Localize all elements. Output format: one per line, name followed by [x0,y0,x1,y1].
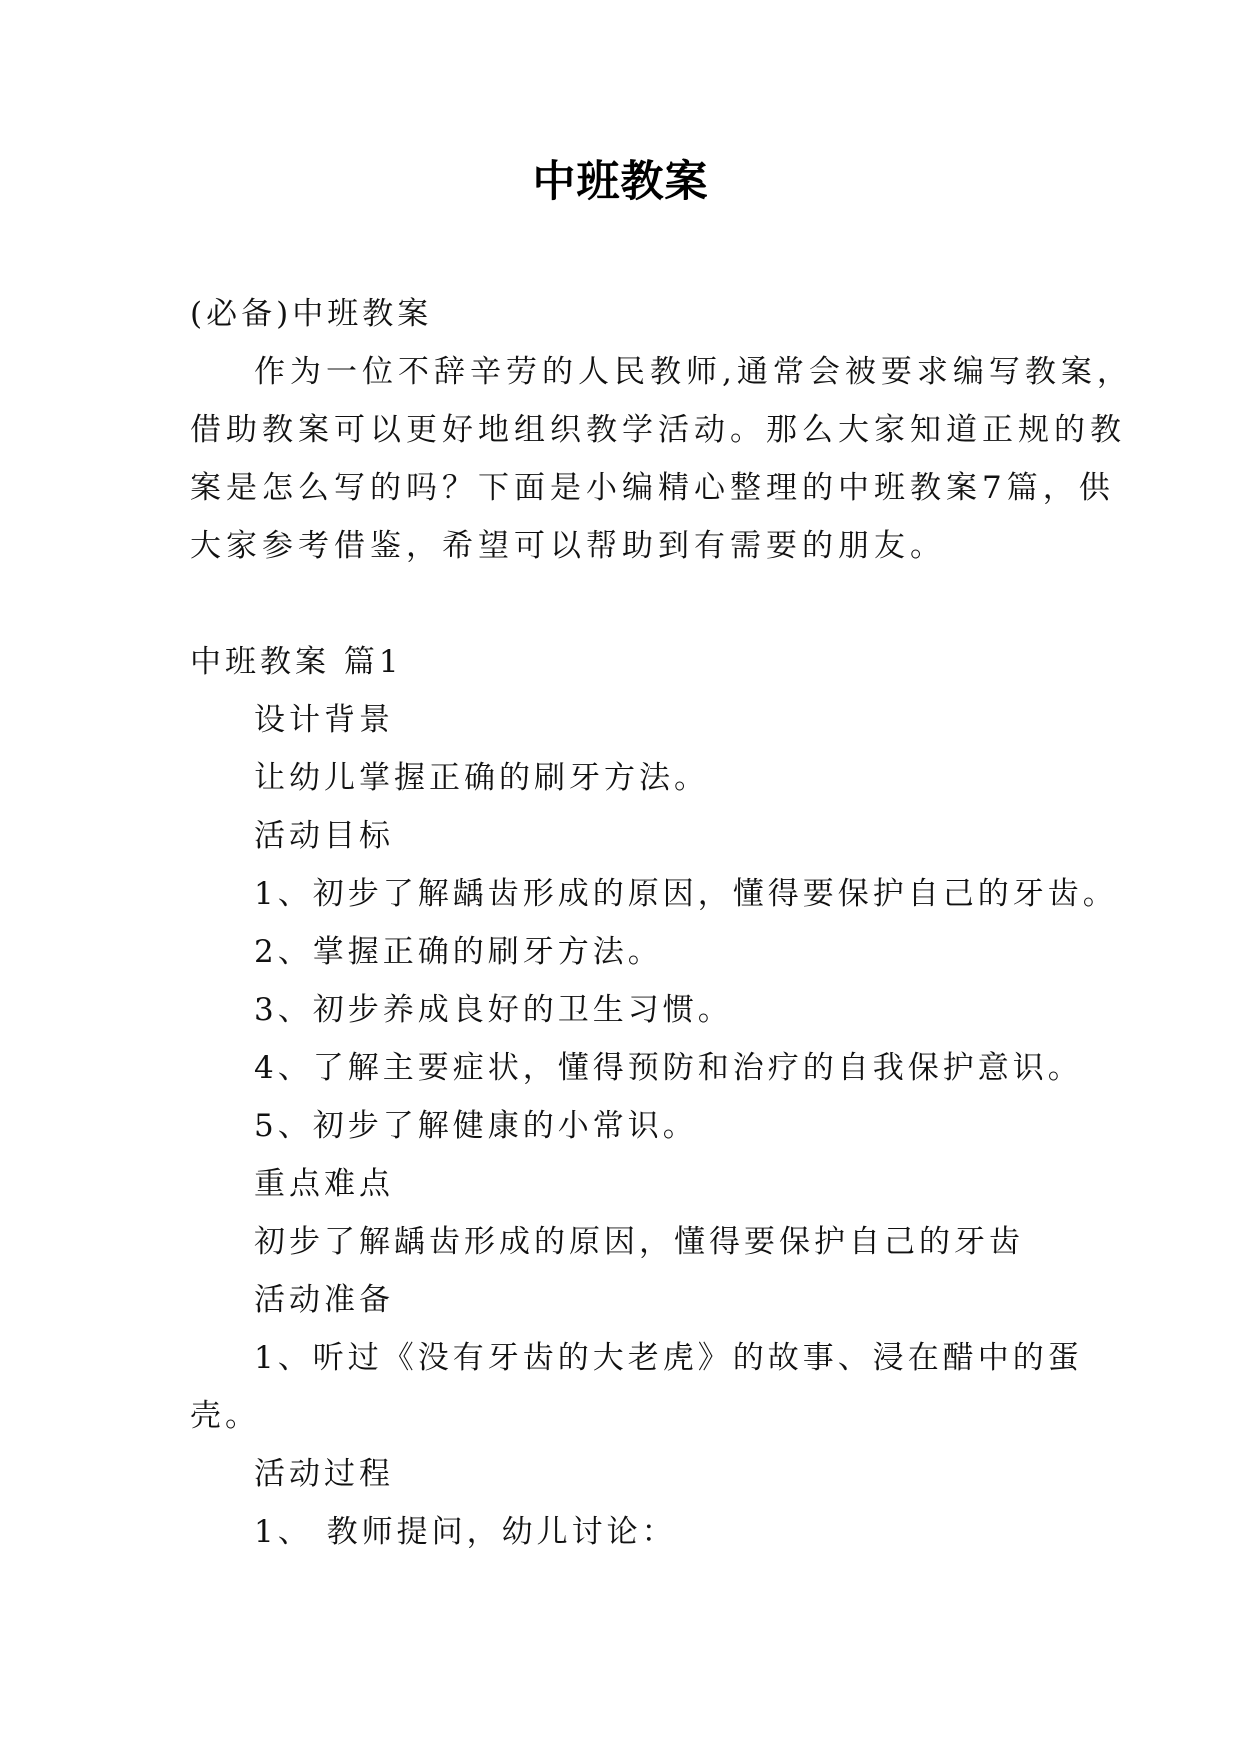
goal-item-1: 1、初步了解龋齿形成的原因，懂得要保护自己的牙齿。 [254,876,1118,912]
intro-line-4: 大家参考借鉴，希望可以帮助到有需要的朋友。 [190,528,946,564]
process-item-1: 1、 教师提问，幼儿讨论： [254,1514,677,1550]
goal-item-4: 4、了解主要症状，懂得预防和治疗的自我保护意识。 [254,1050,1083,1086]
paragraph-gap [190,575,1060,633]
preparation-line-1: 1、听过《没有牙齿的大老虎》的故事、浸在醋中的蛋 [254,1340,1083,1376]
intro-line-2: 借助教案可以更好地组织教学活动。那么大家知道正规的教 [190,412,1126,448]
document-subtitle: (必备)中班教案 [190,296,433,332]
document-body [190,285,1133,1561]
goal-item-5: 5、初步了解健康的小常识。 [254,1108,698,1144]
goals-heading: 活动目标 [254,818,394,854]
key-points-heading: 重点难点 [254,1166,394,1202]
intro-line-1: 作为一位不辞辛劳的人民教师,通常会被要求编写教案， [254,354,1133,390]
goal-item-3: 3、初步养成良好的卫生习惯。 [254,992,733,1028]
section-heading: 中班教案 篇1 [190,644,403,680]
preparation-line-2: 壳。 [190,1398,260,1434]
intro-line-3: 案是怎么写的吗？下面是小编精心整理的中班教案7篇，供 [190,470,1115,506]
design-background-text: 让幼儿掌握正确的刷牙方法。 [254,760,709,796]
goal-item-2: 2、掌握正确的刷牙方法。 [254,934,663,970]
key-points-text: 初步了解龋齿形成的原因，懂得要保护自己的牙齿 [254,1224,1024,1260]
process-heading: 活动过程 [254,1456,394,1492]
preparation-heading: 活动准备 [254,1282,394,1318]
design-background-heading: 设计背景 [254,702,394,738]
document-title: 中班教案 [532,157,709,207]
